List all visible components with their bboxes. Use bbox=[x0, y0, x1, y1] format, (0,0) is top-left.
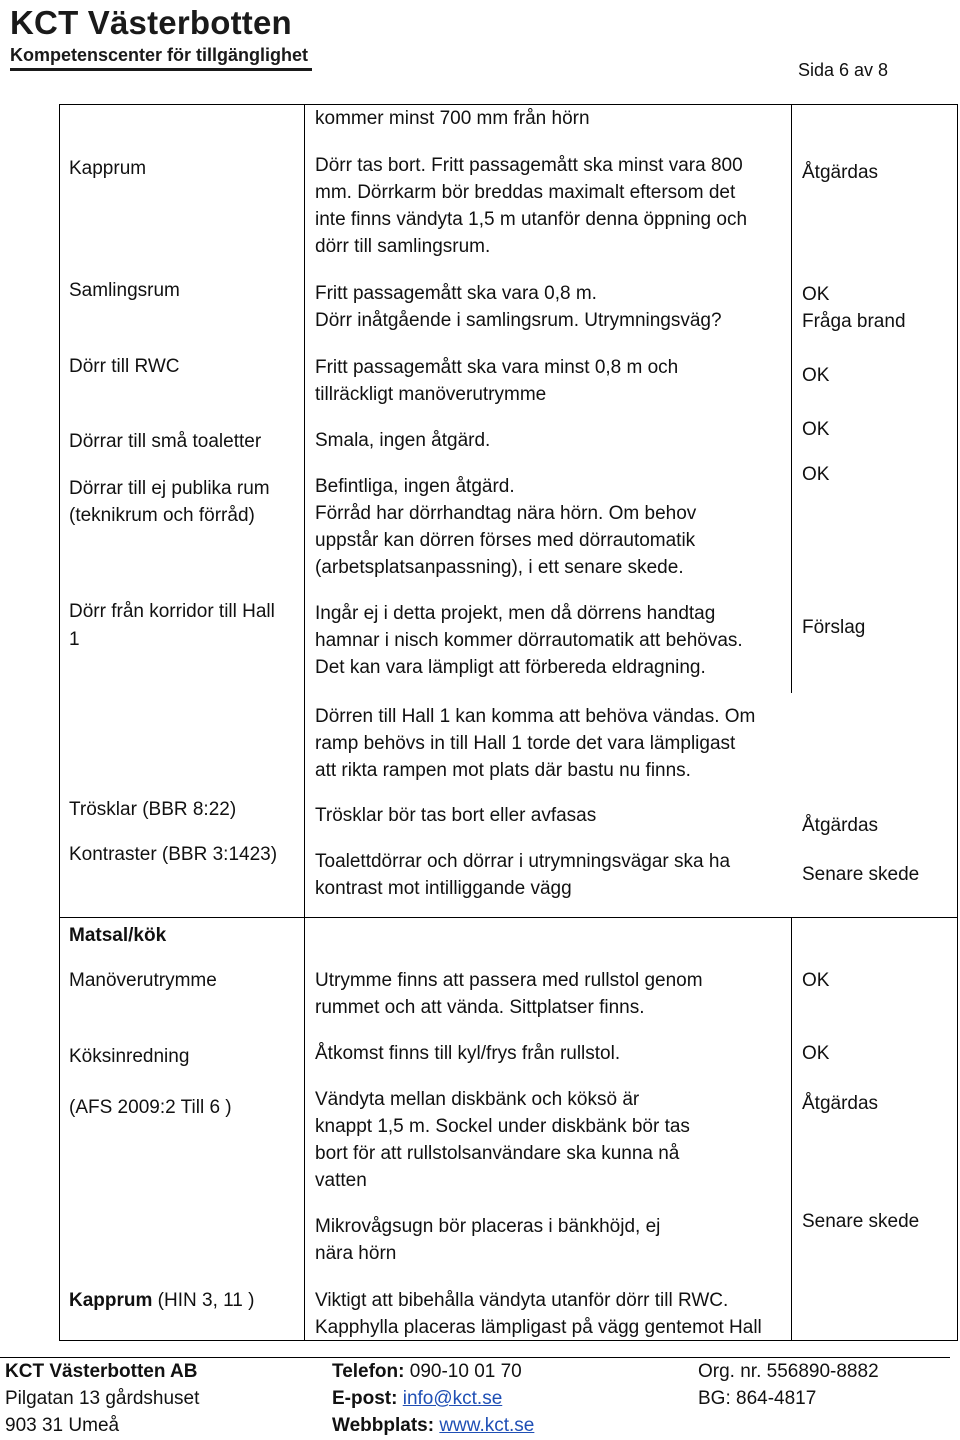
table-cell-note: Dörr inåtgående i samlingsrum. Utrymningsväg? bbox=[315, 310, 722, 331]
footer-phone-value: 090-10 01 70 bbox=[404, 1361, 522, 1382]
table-cell-status: OK bbox=[802, 284, 830, 305]
table-cell-status: Senare skede bbox=[802, 864, 920, 885]
logo-title: KCT Västerbotten bbox=[10, 4, 292, 41]
table-cell-note: Förråd har dörrhandtag nära hörn. Om behov bbox=[315, 503, 697, 524]
table-cell-note: knappt 1,5 m. Sockel under diskbänk bör tas bbox=[315, 1116, 690, 1137]
footer-phone bbox=[332, 1358, 522, 1386]
footer-website bbox=[332, 1412, 534, 1440]
table-cell-status: OK bbox=[802, 970, 830, 991]
table-cell-note: Fritt passagemått ska vara 0,8 m. bbox=[315, 283, 597, 304]
table-row-separator bbox=[59, 917, 958, 918]
table-cell-note: Mikrovågsugn bör placeras i bänkhöjd, ej bbox=[315, 1216, 661, 1237]
organization-logo bbox=[10, 4, 312, 71]
table-divider-2 bbox=[791, 917, 792, 1341]
section-heading: Matsal/kök bbox=[69, 925, 167, 946]
table-cell-note: Fritt passagemått ska vara minst 0,8 m och bbox=[315, 357, 679, 378]
table-cell-note: dörr till samlingsrum. bbox=[315, 236, 491, 257]
table-cell-item: Trösklar (BBR 8:22) bbox=[69, 799, 237, 820]
table-cell-note: Det kan vara lämpligt att förbereda eldragning. bbox=[315, 657, 706, 678]
table-cell-note: ramp behövs in till Hall 1 torde det vara lämpligast bbox=[315, 733, 736, 754]
table-cell-note: Smala, ingen åtgärd. bbox=[315, 430, 491, 451]
table-cell-note: Dörren till Hall 1 kan komma att behöva vändas. Om bbox=[315, 706, 756, 727]
page-number: Sida 6 av 8 bbox=[798, 60, 889, 80]
table-cell-note: Befintliga, ingen åtgärd. bbox=[315, 476, 515, 497]
logo-subtitle: Kompetenscenter för tillgänglighet bbox=[10, 45, 309, 65]
table-cell-status: Åtgärdas bbox=[802, 1093, 879, 1114]
table-cell-status: OK bbox=[802, 464, 830, 485]
table-cell-note: Kapphylla placeras lämpligast på vägg gentemot Hall bbox=[315, 1317, 762, 1338]
table-cell-note: rummet och att vända. Sittplatser finns. bbox=[315, 997, 645, 1018]
table-cell-note: Åtkomst finns till kyl/frys från rullstol. bbox=[315, 1043, 621, 1064]
table-cell-status: OK bbox=[802, 365, 830, 386]
table-cell-status: Förslag bbox=[802, 617, 866, 638]
table-cell-note: kontrast mot intilliggande vägg bbox=[315, 878, 572, 899]
table-cell-note: Ingår ej i detta projekt, men då dörrens handtag bbox=[315, 603, 716, 624]
table-divider-1 bbox=[304, 104, 305, 1341]
table-cell-note: Utrymme finns att passera med rullstol genom bbox=[315, 970, 703, 991]
table-cell-item: Köksinredning bbox=[69, 1046, 190, 1067]
table-cell-item: Dörrar till små toaletter bbox=[69, 431, 262, 452]
footer-website-label: Webbplats: bbox=[332, 1415, 435, 1436]
table-border-right bbox=[957, 104, 958, 1341]
table-cell-status: Senare skede bbox=[802, 1211, 920, 1232]
table-cell-item: Dörrar till ej publika rum bbox=[69, 478, 270, 499]
table-cell-item: Kontraster (BBR 3:1423) bbox=[69, 844, 278, 865]
table-cell-note: kommer minst 700 mm från hörn bbox=[315, 108, 590, 129]
table-cell-item: Dörr från korridor till Hall bbox=[69, 601, 275, 622]
table-border-left bbox=[59, 104, 60, 1341]
footer-org-number: Org. nr. 556890-8882 bbox=[698, 1361, 879, 1382]
table-cell-item: Samlingsrum bbox=[69, 280, 180, 301]
table-cell-note: att rikta rampen mot plats där bastu nu finns. bbox=[315, 760, 691, 781]
footer-company: KCT Västerbotten AB bbox=[5, 1361, 198, 1382]
table-cell-item: Kapprum bbox=[69, 158, 147, 179]
table-cell-status: Åtgärdas bbox=[802, 162, 879, 183]
table-cell-note: inte finns vändyta 1,5 m utanför denna öppning och bbox=[315, 209, 748, 230]
table-cell-item-reference: (HIN 3, 11 ) bbox=[152, 1290, 255, 1311]
footer-email bbox=[332, 1385, 502, 1413]
table-cell-note: Trösklar bör tas bort eller avfasas bbox=[315, 805, 597, 826]
table-cell-item bbox=[69, 1287, 254, 1314]
table-cell-note: vatten bbox=[315, 1170, 367, 1191]
logo-underline bbox=[10, 68, 312, 71]
footer-email-link[interactable]: info@kct.se bbox=[402, 1388, 503, 1409]
table-cell-note: Viktigt att bibehålla vändyta utanför dörr till RWC. bbox=[315, 1290, 729, 1311]
table-divider-2 bbox=[791, 104, 792, 693]
table-cell-item: (AFS 2009:2 Till 6 ) bbox=[69, 1097, 232, 1118]
footer-bankgiro: BG: 864-4817 bbox=[698, 1388, 817, 1409]
footer-address-line2: 903 31 Umeå bbox=[5, 1415, 120, 1436]
table-cell-status: Fråga brand bbox=[802, 311, 906, 332]
table-cell-note: tillräckligt manöverutrymme bbox=[315, 384, 547, 405]
table-cell-item: (teknikrum och förråd) bbox=[69, 505, 255, 526]
table-cell-note: mm. Dörrkarm bör breddas maximalt eftersom det bbox=[315, 182, 736, 203]
table-cell-item: Manöverutrymme bbox=[69, 970, 217, 991]
table-cell-note: Vändyta mellan diskbänk och köksö är bbox=[315, 1089, 640, 1110]
table-cell-note: uppstår kan dörren förses med dörrautomatik bbox=[315, 530, 696, 551]
table-cell-item: 1 bbox=[69, 629, 80, 650]
table-cell-note: Dörr tas bort. Fritt passagemått ska minst vara 800 bbox=[315, 155, 743, 176]
table-cell-item-bold: Kapprum bbox=[69, 1290, 153, 1311]
footer-phone-label: Telefon: bbox=[332, 1361, 405, 1382]
table-cell-status: Åtgärdas bbox=[802, 815, 879, 836]
footer-address-line1: Pilgatan 13 gårdshuset bbox=[5, 1388, 200, 1409]
table-cell-note: bort för att rullstolsanvändare ska kunna nå bbox=[315, 1143, 680, 1164]
table-cell-note: nära hörn bbox=[315, 1243, 397, 1264]
footer-website-link[interactable]: www.kct.se bbox=[439, 1415, 535, 1436]
table-cell-item: Dörr till RWC bbox=[69, 356, 180, 377]
table-cell-note: hamnar i nisch kommer dörrautomatik att behövas. bbox=[315, 630, 743, 651]
table-cell-note: (arbetsplatsanpassning), i ett senare skede. bbox=[315, 557, 684, 578]
table-cell-status: OK bbox=[802, 419, 830, 440]
table-cell-status: OK bbox=[802, 1043, 830, 1064]
table-cell-note: Toalettdörrar och dörrar i utrymningsvägar ska ha bbox=[315, 851, 731, 872]
footer-email-label: E-post: bbox=[332, 1388, 398, 1409]
